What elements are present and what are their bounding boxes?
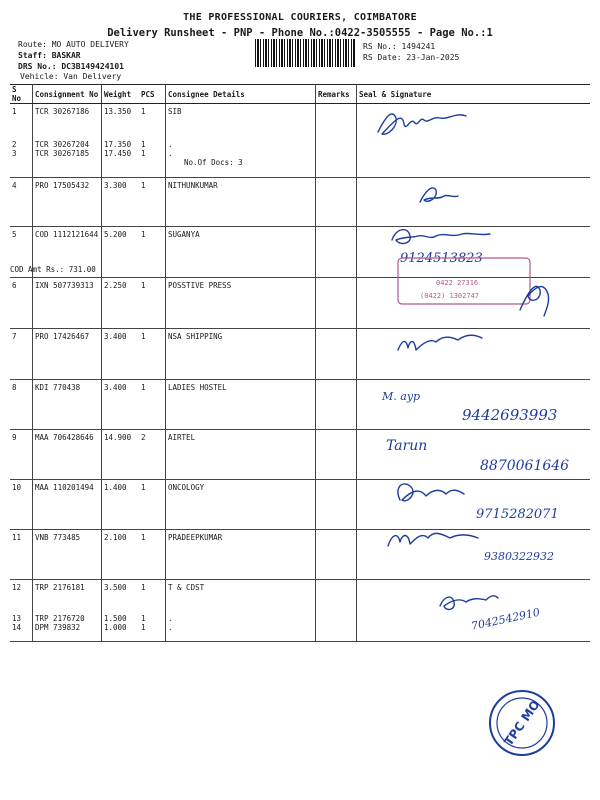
col-consignee: Consignee Details <box>166 85 316 104</box>
consignee: LADIES HOSTEL <box>166 380 316 430</box>
col-pcs: PCS <box>139 85 166 104</box>
consignee: NSA SHIPPING <box>166 329 316 380</box>
consignment-no: TRP 2176720 <box>35 614 85 623</box>
weight: 13.350 <box>104 107 132 116</box>
sno: 9 <box>10 430 33 480</box>
weight: 5.200 <box>102 227 140 278</box>
weight: 3.400 <box>102 380 140 430</box>
consignment-no: DPM 739832 <box>35 623 81 632</box>
signature-row10 <box>398 484 464 501</box>
pcs: 1 <box>141 583 146 592</box>
consignment-no: TCR 30267185 <box>35 149 90 158</box>
seal-text: TPC MO <box>501 697 543 749</box>
rs-number: RS No.: 1494241 <box>363 42 436 51</box>
consignee: . <box>168 140 173 149</box>
cod-amount: COD Amt Rs.: 731.00 <box>10 265 96 274</box>
consignment-no: TRP 2176181 <box>35 583 85 592</box>
company-title: THE PROFESSIONAL COURIERS, COIMBATORE <box>183 12 417 23</box>
pcs: 1 <box>139 480 166 530</box>
consignee: NITHUNKUMAR <box>166 178 316 227</box>
signature-row5 <box>392 230 490 244</box>
consignee: PRADEEPKUMAR <box>166 530 316 580</box>
col-sno: S No <box>10 85 33 104</box>
sno: 4 <box>10 178 33 227</box>
handwritten-phone: 9380322932 <box>484 550 554 563</box>
handwritten-phone: 9124513823 <box>400 251 483 266</box>
consignee: SIB <box>168 107 182 116</box>
pcs: 1 <box>141 614 146 623</box>
consignee: . <box>168 614 173 623</box>
pcs: 1 <box>139 530 166 580</box>
pcs: 1 <box>141 107 146 116</box>
consignment-no: TCR 30267186 <box>35 107 90 116</box>
sno: 14 <box>12 623 22 632</box>
weight: 1.500 <box>104 614 127 623</box>
consignment-no: VNB 773485 <box>33 530 102 580</box>
handwritten-signature: Tarun <box>386 438 428 454</box>
signature-row12 <box>440 596 498 610</box>
sno: 8 <box>10 380 33 430</box>
vehicle-label: Vehicle: Van Delivery <box>20 72 122 81</box>
docs-count: No.Of Docs: 3 <box>184 158 243 167</box>
rs-date: RS Date: 23-Jan-2025 <box>363 53 460 62</box>
consignment-no: PRO 17426467 <box>33 329 102 380</box>
pcs: 1 <box>139 329 166 380</box>
pcs: 1 <box>141 623 146 632</box>
consignment-no: TCR 30267204 <box>35 140 90 149</box>
route-label: Route: MO AUTO DELIVERY <box>18 40 129 49</box>
weight: 2.250 <box>102 278 140 329</box>
pcs: 1 <box>139 227 166 278</box>
consignee: ONCOLOGY <box>166 480 316 530</box>
runsheet-subtitle: Delivery Runsheet - PNP - Phone No.:0422-3505555 - Page No.:1 <box>107 27 493 39</box>
handwritten-signature: M. ayp <box>382 390 421 403</box>
consignment-no: COD 1112121644 <box>33 227 102 278</box>
col-remarks: Remarks <box>316 85 357 104</box>
staff-label: Staff: BASKAR <box>18 51 81 60</box>
sno: 12 <box>12 583 22 592</box>
col-seal-signature: Seal & Signature <box>357 85 591 104</box>
consignee: SUGANYA <box>166 227 316 278</box>
drs-number: DRS No.: DC3B149424101 <box>18 62 124 71</box>
sno: 2 <box>12 140 17 149</box>
handwritten-phone: 9715282071 <box>476 507 559 522</box>
signature-row6 <box>520 286 549 316</box>
sno: 10 <box>10 480 33 530</box>
pcs: 1 <box>139 380 166 430</box>
weight: 3.500 <box>104 583 127 592</box>
sno: 7 <box>10 329 33 380</box>
consignment-no: PRO 17505432 <box>33 178 102 227</box>
col-weight: Weight <box>102 85 140 104</box>
pcs: 1 <box>141 149 146 158</box>
signature-row7 <box>398 335 482 350</box>
sno: 1 <box>12 107 17 116</box>
pcs: 1 <box>139 178 166 227</box>
pcs: 2 <box>139 430 166 480</box>
consignment-no: MAA 110201494 <box>33 480 102 530</box>
weight: 17.350 <box>104 140 132 149</box>
sno: 13 <box>12 614 22 623</box>
pcs: 1 <box>139 278 166 329</box>
weight: 17.450 <box>104 149 132 158</box>
signature-row1 <box>378 114 466 134</box>
signature-row11 <box>388 533 478 546</box>
signature-row4 <box>420 188 458 202</box>
sno: 11 <box>10 530 33 580</box>
col-consignment: Consignment No <box>33 85 102 104</box>
stamp-text: 0422 27316 <box>436 279 479 287</box>
sno: 5 <box>12 230 17 239</box>
consignment-no: MAA 706428646 <box>33 430 102 480</box>
consignee: . <box>168 623 173 632</box>
consignee: POSSTIVE PRESS <box>166 278 316 329</box>
sno: 3 <box>12 149 17 158</box>
weight: 2.100 <box>102 530 140 580</box>
weight: 3.300 <box>102 178 140 227</box>
weight: 1.400 <box>102 480 140 530</box>
consignee: . <box>168 149 173 158</box>
handwritten-phone: 7042542910 <box>469 605 542 633</box>
handwritten-phone: 9442693993 <box>462 406 558 424</box>
consignee: T & CDST <box>168 583 205 592</box>
handwritten-phone: 8870061646 <box>480 458 570 474</box>
stamp-text: (0422) 1302747 <box>420 292 480 300</box>
consignee: AIRTEL <box>166 430 316 480</box>
consignment-no: IXN 507739313 <box>33 278 102 329</box>
weight: 14.900 <box>102 430 140 480</box>
weight: 1.000 <box>104 623 127 632</box>
sno: 6 <box>10 278 33 329</box>
pcs: 1 <box>141 140 146 149</box>
weight: 3.400 <box>102 329 140 380</box>
consignment-no: KDI 770438 <box>33 380 102 430</box>
